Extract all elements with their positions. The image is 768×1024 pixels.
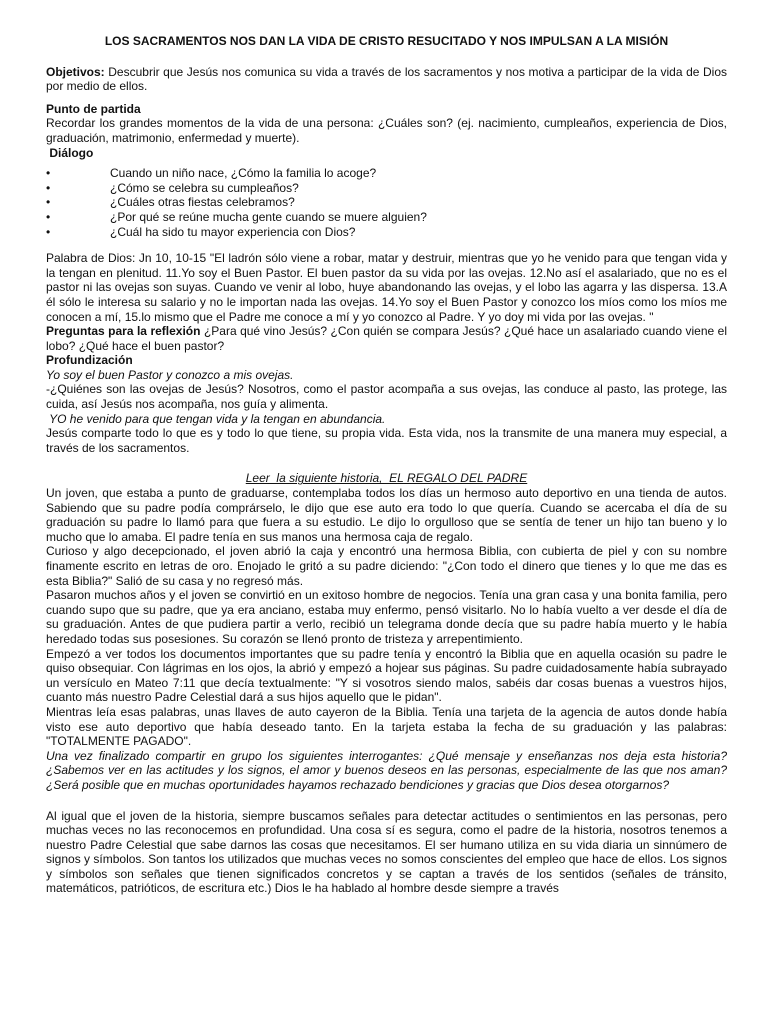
dialogo-heading: Diálogo [46,145,94,160]
reflexion-text: ¿Para qué vino Jesús? ¿Con quién se compara Jesús? ¿Qué hace un asalariado cuando viene el lobo? ¿Qué hace el buen pastor? [46,324,727,353]
question-text: ¿Cuál ha sido tu mayor experiencia con Dios? [110,224,356,239]
list-item [46,166,727,181]
story-paragraph: Mientras leía esas palabras, unas llaves de auto cayeron de la Biblia. Tenía una tarjeta de la agencia de autos donde había visto ese auto deportivo que había deseado tanto. En la tarjeta estaba la fecha de su graduación y las palabras: "TOTALMENTE PAGADO". [46,704,727,749]
profundizacion-heading: Profundización [46,353,133,368]
bullet-icon: • [46,180,51,195]
question-text: ¿Cómo se celebra su cumpleaños? [110,180,299,195]
story-discussion-questions: Una vez finalizado compartir en grupo los siguientes interrogantes: ¿Qué mensaje y enseñanzas nos deja esta historia? ¿Sabemos ver en las actitudes y los signos, el amor y buenos deseos en las personas, especialmente de las que nos aman? ¿Será posible que en muchas oportunidades hayamos rechazado bendiciones y gracias que Dios desea otorgarnos? [46,748,727,792]
list-item [46,181,727,196]
palabra-de-dios-paragraph: Palabra de Dios: Jn 10, 10-15 "El ladrón sólo viene a robar, matar y destruir, mientras que yo he venido para que tengan vida y la tengan en plenitud. 11.Yo soy el Buen Pastor. El buen pastor da su vida por las ovejas. 12.No así el asalariado, que no es el pastor ni las ovejas son suyas. Cuando ve venir al lobo, huye abandonando las ovejas, y el lobo las agarra y las dispersa. 13.A él sólo le interesa su salario y no le importan nada las ovejas. 14.Yo soy el Buen Pastor y conozco los míos como los míos me conocen a mí, 15.lo mismo que el Padre me conoce a mí y yo conozco al Padre. Y yo doy mi vida por las ovejas. " [46,251,727,324]
story-paragraph: Empezó a ver todos los documentos importantes que su padre tenía y encontró la Biblia que en aquella ocasión su padre le quiso obsequiar. Con lágrimas en los ojos, la abrió y empezó a hojear sus páginas. Su padre cuidadosamente había subrayado un versículo en Mateo 7:11 que decía textualmente: "Y si vosotros siendo malos, sabéis dar cosas buenas a vuestros hijos, cuanto más nuestro Padre Celestial dará a sus hijos aquello que le pidan". [46,646,727,705]
objetivos-text: Descubrir que Jesús nos comunica su vida a través de los sacramentos y nos motiva a participar de la vida de Dios por medio de ellos. [46,64,727,94]
bullet-icon: • [46,195,51,210]
list-item [46,195,727,210]
list-item [46,225,727,240]
list-item [46,210,727,225]
profundizacion-text-1: -¿Quiénes son las ovejas de Jesús? Nosotros, como el pastor acompaña a sus ovejas, las conduce al pasto, las protege, las cuida, así Jesús nos acompaña, nos guía y alimenta. [46,382,727,412]
punto-partida-text: Recordar los grandes momentos de la vida de una persona: ¿Cuáles son? (ej. nacimiento, cumpleaños, experiencia de Dios, graduación, matrimonio, enfermedad y muerte). [46,116,727,145]
reflexion-paragraph [46,324,727,353]
story-paragraph: Pasaron muchos años y el joven se convirtió en un exitoso hombre de negocios. Tenía una gran casa y una bonita familia, pero cuando supo que su padre, que ya era anciano, estaba muy enfermo, pensó visitarlo. No lo había vuelto a ver desde el día de su graduación. Antes de que pudiera partir a verlo, recibió un telegrama donde decía que su padre había muerto y le había heredado todas sus posesiones. Su corazón se llenó pronto de tristeza y arrepentimiento. [46,588,727,646]
objetivos-label: Objetivos: [46,64,105,79]
closing-paragraph: Al igual que el joven de la historia, siempre buscamos señales para detectar actitudes o sentimientos en las personas, pero muchas veces no las reconocemos en profundidad. Una cosa sí es segura, como el padre de la historia, nosotros tenemos a nuestro Padre Celestial que sabe darnos las cosas que necesitamos. El ser humano utiliza en su vida diaria un sinnúmero de signos y símbolos. Son tantos los utilizados que muchas veces no somos conscientes del empleo que hace de ellos. Los signos y símbolos son señales que tienen significados concretos y se captan a través de los sentidos (señales de tránsito, matemáticos, patrióticos, de escritura etc.) Dios le ha hablado al hombre desde siempre a través [46,808,727,896]
story-title: Leer la siguiente historia, EL REGALO DEL PADRE [245,471,528,486]
question-text: ¿Por qué se reúne mucha gente cuando se muere alguien? [110,209,427,224]
profundizacion-quote-1: Yo soy el buen Pastor y conozco a mis ovejas. [46,367,294,382]
dialogo-question-list [46,166,727,239]
objetivos-paragraph [46,65,727,94]
story-paragraph: Curioso y algo decepcionado, el joven abrió la caja y encontró una hermosa Biblia, con cubierta de piel y con su nombre finamente escrito en letras de oro. Enojado le gritó a su padre diciendo: "¿Con todo el dinero que tienes y lo que me das es esta Biblia?" Salió de su casa y no regresó más. [46,544,727,588]
profundizacion-quote-2: YO he venido para que tengan vida y la tengan en abundancia. [46,411,386,426]
document-title: LOS SACRAMENTOS NOS DAN LA VIDA DE CRISTO RESUCITADO Y NOS IMPULSAN A LA MISIÓN [104,34,669,48]
reflexion-label: Preguntas para la reflexión [46,324,201,339]
punto-partida-heading: Punto de partida [46,101,141,116]
bullet-icon: • [46,166,51,181]
question-text: ¿Cuáles otras fiestas celebramos? [110,195,295,210]
bullet-icon: • [46,224,51,239]
story-paragraph: Un joven, que estaba a punto de graduarse, contemplaba todos los días un hermoso auto deportivo en una tienda de autos. Sabiendo que su padre podía comprárselo, le dijo que ese auto era todo lo que quería. Cuando se acercaba el día de su graduación su padre lo llamó para que fuera a su estudio. Le dijo lo orgulloso que se sentía de tener un hijo tan bueno y lo mucho que lo amaba. El padre tenía en sus manos una hermosa caja de regalo. [46,486,727,544]
question-text: Cuando un niño nace, ¿Cómo la familia lo acoge? [110,166,377,181]
profundizacion-text-2: Jesús comparte todo lo que es y todo lo que tiene, su propia vida. Esta vida, nos la transmite de una manera muy especial, a través de los sacramentos. [46,426,727,455]
bullet-icon: • [46,209,51,224]
